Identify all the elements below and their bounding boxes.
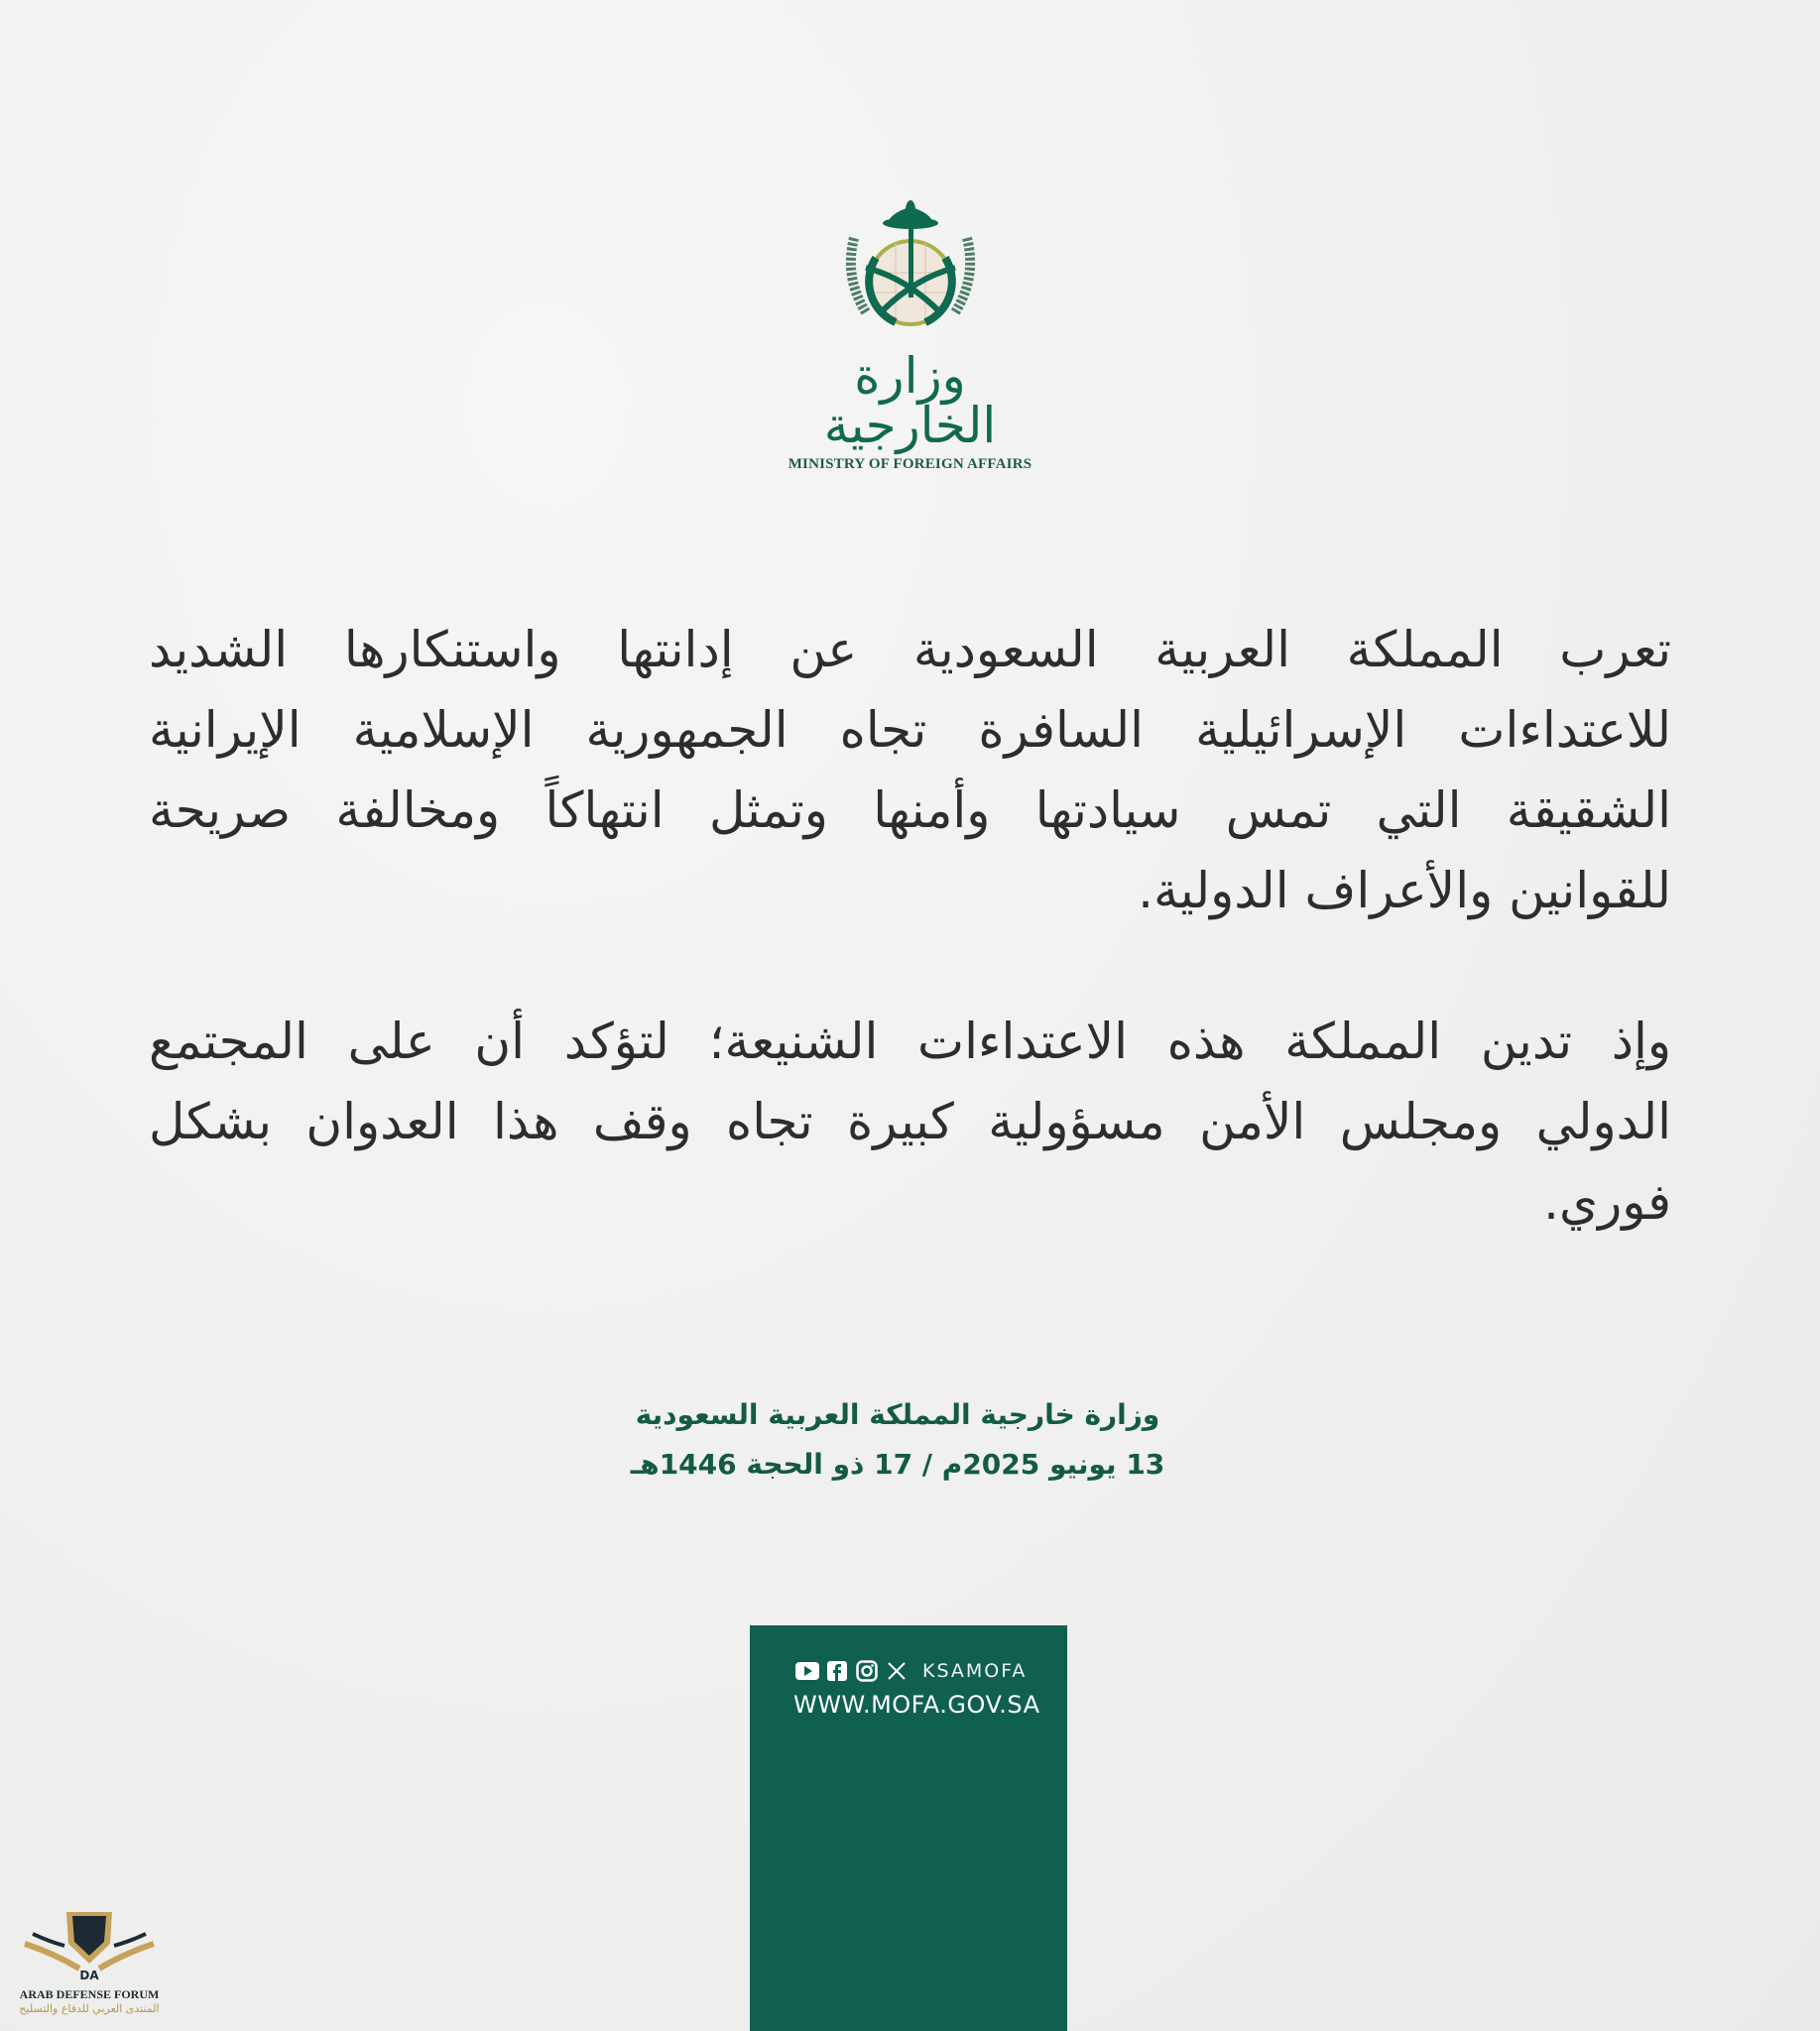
facebook-icon[interactable] [825,1660,849,1682]
signature-date: 13 يونيو 2025م / 17 ذو الحجة 1446هـ [630,1448,1165,1481]
forum-shield-logo-icon [15,1904,164,1983]
instagram-icon[interactable] [855,1660,879,1682]
statement-line: تعرب المملكة العربية السعودية عن إدانتها واستنكارها الشديد [149,621,1671,678]
youtube-icon[interactable] [795,1660,819,1682]
website-link[interactable]: WWW.MOFA.GOV.SA [793,1691,1040,1719]
statement-line: الدولي ومجلس الأمن مسؤولية كبيرة تجاه وقف هذا العدوان بشكل [149,1093,1671,1150]
statement-line: للقوانين والأعراف الدولية. [1138,862,1671,919]
ministry-logo [784,198,1036,472]
watermark-arabic: المنتدى العربي للدفاع والتسليح [19,2002,160,2015]
logo-arabic-name: وزارة الخارجية [823,347,997,454]
signature-issuer: وزارة خارجية المملكة العربية السعودية [635,1398,1160,1431]
statement-line: الشقيقة التي تمس سيادتها وأمنها وتمثل انتهاكاً ومخالفة صريحة [149,781,1671,839]
statement-line: للاعتداءات الإسرائيلية السافرة تجاه الجمهورية الإسلامية الإيرانية [149,701,1671,759]
logo-english-name: MINISTRY OF FOREIGN AFFAIRS [788,456,1032,472]
statement-line: وإذ تدين المملكة هذه الاعتداءات الشنيعة؛ لتؤكد أن على المجتمع [149,1013,1671,1070]
statement-paragraph-2 [149,1002,1671,1243]
x-icon[interactable] [885,1660,909,1682]
saudi-emblem-icon [836,198,985,347]
statement-paragraph-1 [149,610,1671,931]
svg-text:DA: DA [79,1969,99,1982]
social-links [795,1660,1027,1682]
footer-box [750,1625,1067,2031]
watermark-english: ARAB DEFENSE FORUM [19,1987,160,2001]
social-handle[interactable]: KSAMOFA [922,1660,1028,1682]
arab-defense-forum-watermark [10,1904,169,2015]
statement-line: فوري. [1543,1173,1671,1231]
